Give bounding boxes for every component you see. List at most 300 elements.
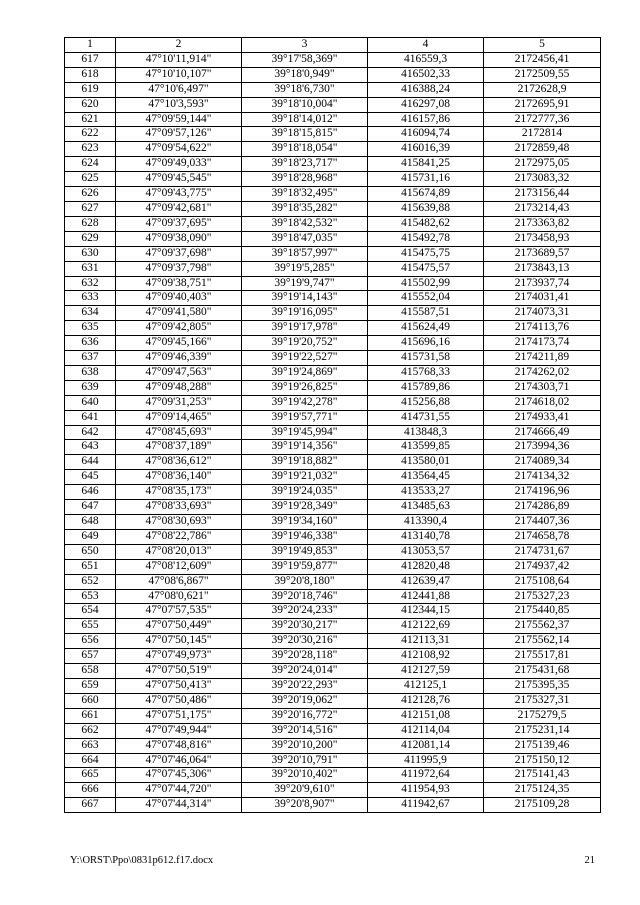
table-cell: 47°07'44,314" <box>116 798 242 813</box>
table-cell: 2172859,48 <box>484 142 601 157</box>
table-row <box>65 455 601 470</box>
table-cell: 413580,01 <box>368 455 484 470</box>
table-cell: 415502,99 <box>368 276 484 291</box>
table-cell: 2174134,32 <box>484 470 601 485</box>
table-row <box>65 440 601 455</box>
table-cell: 47°09'47,563" <box>116 365 242 380</box>
table-cell: 2172695,91 <box>484 97 601 112</box>
table-row <box>65 753 601 768</box>
table-row <box>65 738 601 753</box>
table-cell: 645 <box>65 470 116 485</box>
page-number: 21 <box>584 855 595 866</box>
column-header: 1 <box>65 38 116 53</box>
table-cell: 2174113,76 <box>484 321 601 336</box>
table-cell: 39°19'24,035" <box>242 485 368 500</box>
table-row <box>65 708 601 723</box>
table-row <box>65 201 601 216</box>
table-cell: 2174173,74 <box>484 336 601 351</box>
table-cell: 667 <box>65 798 116 813</box>
table-body <box>65 38 601 813</box>
table-cell: 47°07'50,449" <box>116 619 242 634</box>
table-cell: 2175562,37 <box>484 619 601 634</box>
table-cell: 39°18'47,035" <box>242 231 368 246</box>
table-row <box>65 291 601 306</box>
table-cell: 2174031,41 <box>484 291 601 306</box>
table-cell: 664 <box>65 753 116 768</box>
table-cell: 629 <box>65 231 116 246</box>
table-cell: 413599,85 <box>368 440 484 455</box>
table-cell: 416388,24 <box>368 82 484 97</box>
table-row <box>65 216 601 231</box>
table-cell: 414731,55 <box>368 410 484 425</box>
table-row <box>65 768 601 783</box>
table-cell: 412081,14 <box>368 738 484 753</box>
table-cell: 413564,45 <box>368 470 484 485</box>
table-cell: 620 <box>65 97 116 112</box>
table-row <box>65 425 601 440</box>
table-row <box>65 678 601 693</box>
table-row <box>65 52 601 67</box>
table-cell: 47°07'49,944" <box>116 723 242 738</box>
table-cell: 412114,04 <box>368 723 484 738</box>
table-cell: 39°18'6,730" <box>242 82 368 97</box>
table-cell: 2175279,5 <box>484 708 601 723</box>
table-cell: 416502,33 <box>368 67 484 82</box>
table-cell: 2175231,14 <box>484 723 601 738</box>
table-cell: 643 <box>65 440 116 455</box>
table-cell: 39°20'10,200" <box>242 738 368 753</box>
table-row <box>65 589 601 604</box>
table-cell: 415475,75 <box>368 246 484 261</box>
table-cell: 652 <box>65 574 116 589</box>
table-cell: 617 <box>65 52 116 67</box>
table-cell: 412108,92 <box>368 649 484 664</box>
table-cell: 642 <box>65 425 116 440</box>
table-row <box>65 112 601 127</box>
table-cell: 2172814 <box>484 127 601 142</box>
table-cell: 47°09'45,166" <box>116 336 242 351</box>
coordinates-table <box>64 37 601 813</box>
table-cell: 412127,59 <box>368 664 484 679</box>
table-cell: 2174089,34 <box>484 455 601 470</box>
table-cell: 412128,76 <box>368 693 484 708</box>
table-cell: 39°19'26,825" <box>242 380 368 395</box>
table-cell: 2173363,82 <box>484 216 601 231</box>
table-cell: 2174658,78 <box>484 529 601 544</box>
table-row <box>65 410 601 425</box>
table-row <box>65 529 601 544</box>
table-cell: 47°09'38,751" <box>116 276 242 291</box>
table-cell: 2173843,13 <box>484 261 601 276</box>
table-row <box>65 485 601 500</box>
table-cell: 47°10'11,914" <box>116 52 242 67</box>
table-cell: 39°20'14,516" <box>242 723 368 738</box>
table-cell: 39°19'14,356" <box>242 440 368 455</box>
table-cell: 626 <box>65 187 116 202</box>
table-cell: 39°18'14,012" <box>242 112 368 127</box>
table-row <box>65 470 601 485</box>
table-cell: 2172628,9 <box>484 82 601 97</box>
table-cell: 416094,74 <box>368 127 484 142</box>
table-cell: 412125,1 <box>368 678 484 693</box>
table-cell: 624 <box>65 157 116 172</box>
table-cell: 39°19'20,752" <box>242 336 368 351</box>
table-cell: 47°09'46,339" <box>116 351 242 366</box>
table-cell: 39°19'5,285" <box>242 261 368 276</box>
table-cell: 2174196,96 <box>484 485 601 500</box>
table-cell: 39°19'46,338" <box>242 529 368 544</box>
table-cell: 2172509,55 <box>484 67 601 82</box>
table-cell: 47°08'36,612" <box>116 455 242 470</box>
table-row <box>65 559 601 574</box>
table-cell: 39°18'0,949" <box>242 67 368 82</box>
table-cell: 623 <box>65 142 116 157</box>
table-cell: 415696,16 <box>368 336 484 351</box>
table-cell: 47°10'6,497" <box>116 82 242 97</box>
table-row <box>65 798 601 813</box>
table-cell: 415731,16 <box>368 172 484 187</box>
table-cell: 2175141,43 <box>484 768 601 783</box>
table-cell: 2174303,71 <box>484 380 601 395</box>
table-row <box>65 664 601 679</box>
table-row <box>65 172 601 187</box>
table-cell: 47°10'3,593" <box>116 97 242 112</box>
table-cell: 2174937,42 <box>484 559 601 574</box>
table-cell: 659 <box>65 678 116 693</box>
table-cell: 2175327,23 <box>484 589 601 604</box>
table-cell: 2174407,36 <box>484 515 601 530</box>
table-cell: 39°18'32,495" <box>242 187 368 202</box>
table-cell: 622 <box>65 127 116 142</box>
table-cell: 412122,69 <box>368 619 484 634</box>
table-cell: 39°19'59,877" <box>242 559 368 574</box>
table-cell: 657 <box>65 649 116 664</box>
table-cell: 47°07'50,413" <box>116 678 242 693</box>
table-cell: 651 <box>65 559 116 574</box>
table-row <box>65 142 601 157</box>
table-cell: 47°09'38,090" <box>116 231 242 246</box>
table-cell: 39°20'10,791" <box>242 753 368 768</box>
table-row <box>65 336 601 351</box>
table-cell: 412344,15 <box>368 604 484 619</box>
table-cell: 637 <box>65 351 116 366</box>
table-cell: 412113,31 <box>368 634 484 649</box>
table-header-row <box>65 38 601 53</box>
table-cell: 2175124,35 <box>484 783 601 798</box>
table-cell: 640 <box>65 395 116 410</box>
table-cell: 415587,51 <box>368 306 484 321</box>
column-header: 2 <box>116 38 242 53</box>
table-cell: 39°19'28,349" <box>242 500 368 515</box>
table-cell: 47°09'54,622" <box>116 142 242 157</box>
table-row <box>65 261 601 276</box>
table-cell: 47°08'6,867" <box>116 574 242 589</box>
table-cell: 39°19'34,160" <box>242 515 368 530</box>
table-cell: 415639,88 <box>368 201 484 216</box>
table-cell: 649 <box>65 529 116 544</box>
table-cell: 2174618,02 <box>484 395 601 410</box>
table-row <box>65 783 601 798</box>
table-cell: 47°08'22,786" <box>116 529 242 544</box>
table-row <box>65 693 601 708</box>
table-row <box>65 321 601 336</box>
table-cell: 2175109,28 <box>484 798 601 813</box>
table-cell: 39°17'58,369" <box>242 52 368 67</box>
table-cell: 39°18'35,282" <box>242 201 368 216</box>
table-cell: 39°19'17,978" <box>242 321 368 336</box>
table-cell: 2172456,41 <box>484 52 601 67</box>
table-cell: 39°20'16,772" <box>242 708 368 723</box>
table-cell: 412820,48 <box>368 559 484 574</box>
column-header: 5 <box>484 38 601 53</box>
table-cell: 2173083,32 <box>484 172 601 187</box>
table-cell: 653 <box>65 589 116 604</box>
table-cell: 654 <box>65 604 116 619</box>
column-header: 3 <box>242 38 368 53</box>
table-row <box>65 500 601 515</box>
table-cell: 625 <box>65 172 116 187</box>
table-cell: 415552,04 <box>368 291 484 306</box>
table-row <box>65 619 601 634</box>
table-cell: 662 <box>65 723 116 738</box>
table-cell: 415789,86 <box>368 380 484 395</box>
table-cell: 47°09'37,695" <box>116 216 242 231</box>
table-cell: 47°08'37,189" <box>116 440 242 455</box>
table-cell: 39°20'24,014" <box>242 664 368 679</box>
table-cell: 47°08'12,609" <box>116 559 242 574</box>
table-cell: 2174073,31 <box>484 306 601 321</box>
table-cell: 2172975,05 <box>484 157 601 172</box>
table-cell: 47°09'45,545" <box>116 172 242 187</box>
table-row <box>65 380 601 395</box>
table-cell: 47°07'44,720" <box>116 783 242 798</box>
table-cell: 47°07'50,145" <box>116 634 242 649</box>
table-cell: 39°19'21,032" <box>242 470 368 485</box>
table-cell: 39°18'28,968" <box>242 172 368 187</box>
table-row <box>65 231 601 246</box>
table-cell: 39°18'15,815" <box>242 127 368 142</box>
table-cell: 632 <box>65 276 116 291</box>
table-cell: 655 <box>65 619 116 634</box>
table-cell: 412639,47 <box>368 574 484 589</box>
table-cell: 650 <box>65 544 116 559</box>
table-cell: 415256,88 <box>368 395 484 410</box>
table-cell: 39°20'28,118" <box>242 649 368 664</box>
table-row <box>65 157 601 172</box>
table-cell: 39°19'22,527" <box>242 351 368 366</box>
table-cell: 39°20'9,610" <box>242 783 368 798</box>
table-cell: 47°07'46,064" <box>116 753 242 768</box>
table-cell: 648 <box>65 515 116 530</box>
table-cell: 413390,4 <box>368 515 484 530</box>
table-cell: 39°18'42,532" <box>242 216 368 231</box>
table-row <box>65 723 601 738</box>
table-row <box>65 97 601 112</box>
table-cell: 39°20'19,062" <box>242 693 368 708</box>
table-cell: 2173214,43 <box>484 201 601 216</box>
table-cell: 39°20'24,233" <box>242 604 368 619</box>
table-cell: 47°09'48,288" <box>116 380 242 395</box>
table-cell: 47°08'35,173" <box>116 485 242 500</box>
table-cell: 656 <box>65 634 116 649</box>
table-row <box>65 276 601 291</box>
table-row <box>65 127 601 142</box>
table-cell: 39°19'18,882" <box>242 455 368 470</box>
table-cell: 663 <box>65 738 116 753</box>
table-cell: 660 <box>65 693 116 708</box>
table-cell: 633 <box>65 291 116 306</box>
table-cell: 416157,86 <box>368 112 484 127</box>
table-cell: 47°09'59,144" <box>116 112 242 127</box>
table-cell: 2175327,31 <box>484 693 601 708</box>
table-cell: 411995,9 <box>368 753 484 768</box>
table-cell: 2175440,85 <box>484 604 601 619</box>
table-cell: 47°07'51,175" <box>116 708 242 723</box>
table-cell: 47°07'57,535" <box>116 604 242 619</box>
table-cell: 47°08'30,693" <box>116 515 242 530</box>
table-cell: 39°19'45,994" <box>242 425 368 440</box>
table-cell: 2174262,02 <box>484 365 601 380</box>
table-cell: 2175562,14 <box>484 634 601 649</box>
table-cell: 39°19'42,278" <box>242 395 368 410</box>
table-cell: 47°09'42,681" <box>116 201 242 216</box>
table-cell: 47°08'0,621" <box>116 589 242 604</box>
table-row <box>65 544 601 559</box>
table-cell: 2175517,81 <box>484 649 601 664</box>
table-row <box>65 515 601 530</box>
table-cell: 2173458,93 <box>484 231 601 246</box>
table-cell: 415475,57 <box>368 261 484 276</box>
table-cell: 47°07'48,816" <box>116 738 242 753</box>
table-cell: 47°08'45,693" <box>116 425 242 440</box>
table-cell: 412151,08 <box>368 708 484 723</box>
table-cell: 47°09'37,698" <box>116 246 242 261</box>
table-cell: 2174286,89 <box>484 500 601 515</box>
table-cell: 412441,88 <box>368 589 484 604</box>
table-cell: 415768,33 <box>368 365 484 380</box>
table-cell: 47°09'49,033" <box>116 157 242 172</box>
table-cell: 2175139,46 <box>484 738 601 753</box>
table-cell: 47°09'31,253" <box>116 395 242 410</box>
table-cell: 2175431,68 <box>484 664 601 679</box>
table-cell: 39°19'57,771" <box>242 410 368 425</box>
table-row <box>65 634 601 649</box>
table-cell: 2175395,35 <box>484 678 601 693</box>
table-cell: 47°09'57,126" <box>116 127 242 142</box>
table-row <box>65 649 601 664</box>
table-row <box>65 306 601 321</box>
table-cell: 2174731,67 <box>484 544 601 559</box>
table-cell: 641 <box>65 410 116 425</box>
table-row <box>65 67 601 82</box>
table-cell: 39°20'8,180" <box>242 574 368 589</box>
table-cell: 636 <box>65 336 116 351</box>
table-cell: 47°09'40,403" <box>116 291 242 306</box>
table-cell: 39°18'57,997" <box>242 246 368 261</box>
table-cell: 47°08'20,013" <box>116 544 242 559</box>
table-row <box>65 395 601 410</box>
table-cell: 413140,78 <box>368 529 484 544</box>
table-cell: 39°20'30,216" <box>242 634 368 649</box>
table-cell: 415492,78 <box>368 231 484 246</box>
table-cell: 39°19'14,143" <box>242 291 368 306</box>
table-cell: 47°07'50,486" <box>116 693 242 708</box>
table-cell: 47°09'41,580" <box>116 306 242 321</box>
table-cell: 2173994,36 <box>484 440 601 455</box>
table-cell: 47°09'42,805" <box>116 321 242 336</box>
table-cell: 47°08'36,140" <box>116 470 242 485</box>
table-cell: 47°09'14,465" <box>116 410 242 425</box>
table-cell: 413848,3 <box>368 425 484 440</box>
table-cell: 2174211,89 <box>484 351 601 366</box>
table-cell: 39°18'23,717" <box>242 157 368 172</box>
table-cell: 411942,67 <box>368 798 484 813</box>
table-cell: 661 <box>65 708 116 723</box>
table-row <box>65 246 601 261</box>
table-cell: 47°09'43,775" <box>116 187 242 202</box>
table-cell: 415841,25 <box>368 157 484 172</box>
table-cell: 416559,3 <box>368 52 484 67</box>
table-cell: 47°07'49,973" <box>116 649 242 664</box>
table-cell: 47°09'37,798" <box>116 261 242 276</box>
table-cell: 39°19'16,095" <box>242 306 368 321</box>
table-cell: 627 <box>65 201 116 216</box>
table-cell: 39°18'10,004" <box>242 97 368 112</box>
table-cell: 39°18'18,054" <box>242 142 368 157</box>
table-cell: 416016,39 <box>368 142 484 157</box>
table-cell: 630 <box>65 246 116 261</box>
table-cell: 39°19'49,853" <box>242 544 368 559</box>
table-cell: 2175150,12 <box>484 753 601 768</box>
table-cell: 639 <box>65 380 116 395</box>
table-cell: 634 <box>65 306 116 321</box>
table-cell: 2173689,57 <box>484 246 601 261</box>
table-cell: 647 <box>65 500 116 515</box>
table-cell: 2173156,44 <box>484 187 601 202</box>
table-cell: 619 <box>65 82 116 97</box>
table-row <box>65 187 601 202</box>
table-cell: 47°07'45,306" <box>116 768 242 783</box>
table-cell: 665 <box>65 768 116 783</box>
table-cell: 47°07'50,519" <box>116 664 242 679</box>
table-cell: 646 <box>65 485 116 500</box>
table-cell: 47°10'10,107" <box>116 67 242 82</box>
table-cell: 39°20'30,217" <box>242 619 368 634</box>
table-cell: 666 <box>65 783 116 798</box>
table-cell: 2174666,49 <box>484 425 601 440</box>
table-cell: 415674,89 <box>368 187 484 202</box>
table-cell: 39°20'10,402" <box>242 768 368 783</box>
table-cell: 413533,27 <box>368 485 484 500</box>
table-cell: 39°20'8,907" <box>242 798 368 813</box>
table-row <box>65 82 601 97</box>
table-row <box>65 351 601 366</box>
table-cell: 39°19'9,747" <box>242 276 368 291</box>
table-cell: 631 <box>65 261 116 276</box>
table-row <box>65 604 601 619</box>
footer-file-path: Y:\ORST\Ppo\0831p612.f17.docx <box>70 855 214 866</box>
table-cell: 644 <box>65 455 116 470</box>
table-cell: 2175108,64 <box>484 574 601 589</box>
table-cell: 39°19'24,869" <box>242 365 368 380</box>
table-cell: 39°20'22,293" <box>242 678 368 693</box>
table-cell: 413485,63 <box>368 500 484 515</box>
table-cell: 39°20'18,746" <box>242 589 368 604</box>
table-cell: 2172777,36 <box>484 112 601 127</box>
table-cell: 47°08'33,693" <box>116 500 242 515</box>
column-header: 4 <box>368 38 484 53</box>
table-cell: 2173937,74 <box>484 276 601 291</box>
